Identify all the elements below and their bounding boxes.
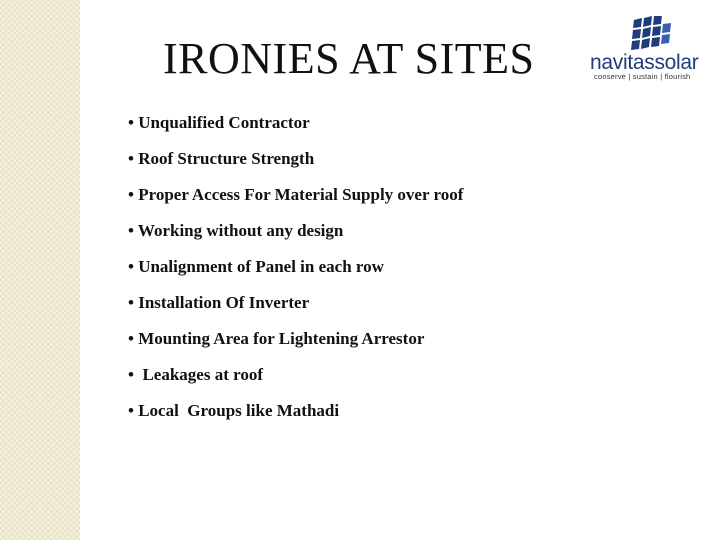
bullet-item: • Local Groups like Mathadi bbox=[128, 401, 340, 420]
bullet-item: • Leakages at roof bbox=[128, 365, 264, 384]
bullet-item: • Roof Structure Strength bbox=[128, 149, 315, 168]
bullet-item: • Unqualified Contractor bbox=[128, 113, 310, 132]
logo-tagline: conserve | sustain | flourish bbox=[594, 72, 691, 81]
navitas-solar-logo bbox=[590, 16, 714, 82]
slide-title: IRONIES AT SITES bbox=[163, 34, 535, 83]
bullet-list bbox=[128, 110, 463, 434]
bullet-item: • Installation Of Inverter bbox=[128, 293, 310, 312]
solar-panel-icon bbox=[630, 16, 672, 52]
bullet-item: • Working without any design bbox=[128, 221, 344, 240]
bullet-item: • Proper Access For Material Supply over roof bbox=[128, 185, 464, 204]
logo-wordmark: navitassolar bbox=[590, 51, 699, 74]
bullet-item: • Unalignment of Panel in each row bbox=[128, 257, 384, 276]
decorative-side-band bbox=[0, 0, 80, 540]
bullet-item: • Mounting Area for Lightening Arrestor bbox=[128, 329, 425, 348]
